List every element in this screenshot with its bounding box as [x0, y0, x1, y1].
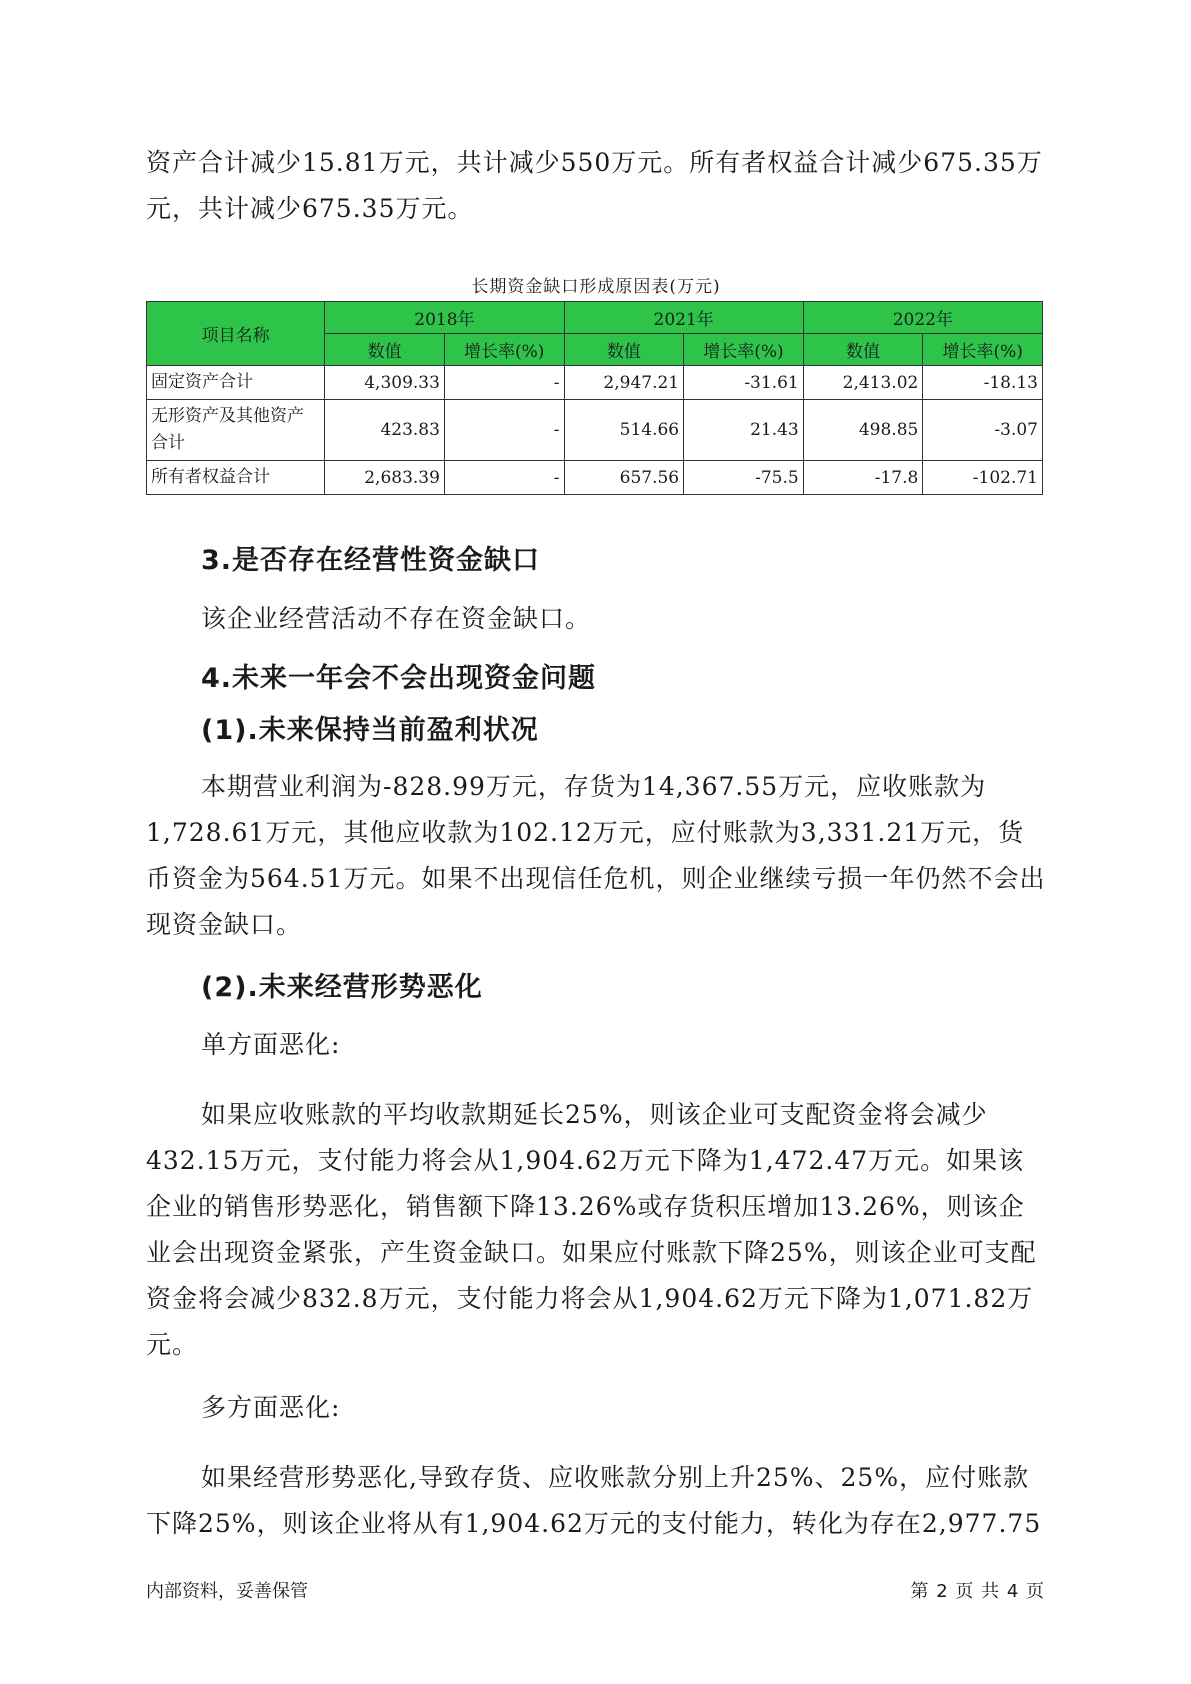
paragraph-3: 该企业经营活动不存在资金缺口。: [201, 604, 592, 633]
subheader-growth: 增长率(%): [923, 334, 1043, 366]
footer-confidential: 内部资料，妥善保管: [146, 1581, 308, 1602]
table-cell: 2,413.02: [803, 366, 923, 400]
table-cell: 498.85: [803, 400, 923, 461]
multi-aspect-paragraph: 如果经营形势恶化,导致存货、应收账款分别上升25%、25%，应付账款下降25%，则该企业将从有1,904.62万元的支付能力，转化为存在2,977.75: [146, 1463, 1042, 1538]
table-cell: 657.56: [564, 461, 684, 495]
footer-page-number: 第 2 页 共 4 页: [910, 1581, 1045, 1602]
table-cell: -18.13: [923, 366, 1043, 400]
table-cell: -: [444, 461, 564, 495]
table-cell: -: [444, 366, 564, 400]
row-name: 固定资产合计: [147, 366, 325, 400]
section-heading-4: 4.未来一年会不会出现资金问题: [201, 663, 597, 694]
table-cell: 2,947.21: [564, 366, 684, 400]
table-cell: -3.07: [923, 400, 1043, 461]
table-cell: 423.83: [325, 400, 445, 461]
header-year-2018: 2018年: [325, 302, 564, 334]
subheader-value: 数值: [803, 334, 923, 366]
table-cell: 21.43: [684, 400, 804, 461]
row-name: 无形资产及其他资产合计: [147, 400, 325, 461]
multi-aspect-label: 多方面恶化:: [201, 1393, 341, 1422]
table-row: [147, 400, 1043, 461]
header-year-2021: 2021年: [564, 302, 803, 334]
subheader-value: 数值: [325, 334, 445, 366]
table-cell: -31.61: [684, 366, 804, 400]
subsection-heading-4-2: (2).未来经营形势恶化: [201, 972, 483, 1003]
section-heading-3: 3.是否存在经营性资金缺口: [201, 545, 541, 576]
table-cell: -102.71: [923, 461, 1043, 495]
single-aspect-paragraph: 如果应收账款的平均收款期延长25%，则该企业可支配资金将会减少432.15万元，支付能力将会从1,904.62万元下降为1,472.47万元。如果该企业的销售形势恶化，销售额下降13.26%或存货积压增加13.26%，则该企业会出现资金紧张，产生资金缺口。如果应付账款下降25%，则该企业可支配资金将会减少832.8万元，支付能力将会从1,904.62万元下降为1,071.82万元。: [146, 1100, 1037, 1359]
subheader-growth: 增长率(%): [684, 334, 804, 366]
intro-paragraph: 资产合计减少15.81万元，共计减少550万元。所有者权益合计减少675.35万元，共计减少675.35万元。: [146, 148, 1043, 223]
table-cell: -17.8: [803, 461, 923, 495]
table-cell: 2,683.39: [325, 461, 445, 495]
paragraph-4-1: 本期营业利润为-828.99万元，存货为14,367.55万元，应收账款为1,728.61万元，其他应收款为102.12万元，应付账款为3,331.21万元，货币资金为564.51万元。如果不出现信任危机，则企业继续亏损一年仍然不会出现资金缺口。: [146, 772, 1046, 939]
subheader-value: 数值: [564, 334, 684, 366]
table-row: [147, 366, 1043, 400]
row-name: 所有者权益合计: [147, 461, 325, 495]
table-caption: 长期资金缺口形成原因表(万元): [471, 277, 721, 297]
funding-gap-table: [146, 301, 1043, 495]
table-row: [147, 461, 1043, 495]
subheader-growth: 增长率(%): [444, 334, 564, 366]
subsection-heading-4-1: (1).未来保持当前盈利状况: [201, 715, 539, 746]
header-item-name: 项目名称: [147, 302, 325, 366]
single-aspect-label: 单方面恶化:: [201, 1030, 341, 1059]
header-year-2022: 2022年: [803, 302, 1042, 334]
table-cell: 514.66: [564, 400, 684, 461]
table-cell: -75.5: [684, 461, 804, 495]
table-cell: -: [444, 400, 564, 461]
table-cell: 4,309.33: [325, 366, 445, 400]
